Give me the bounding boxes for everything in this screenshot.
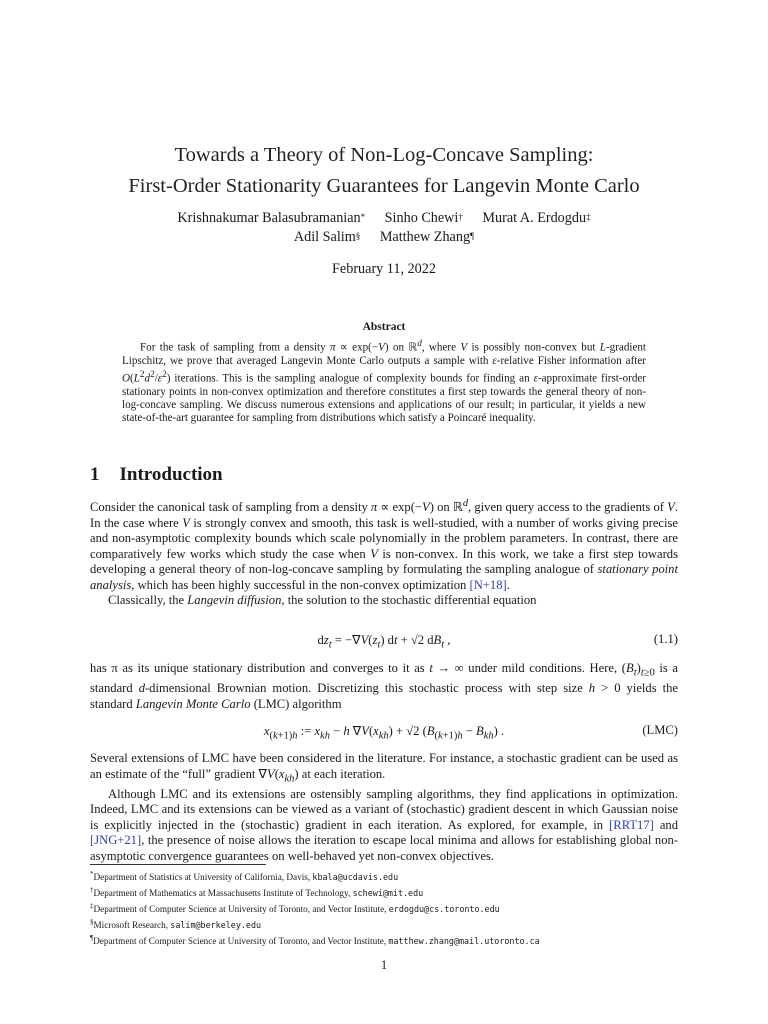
- author-3: Murat A. Erdogdu‡: [482, 210, 591, 226]
- footnote-2: †Department of Mathematics at Massachusetts Institute of Technology, schewi@mit.edu: [90, 885, 424, 899]
- footnote-4: §Microsoft Research, salim@berkeley.edu: [90, 917, 262, 930]
- footnote-3: ‡Department of Computer Science at University of Toronto, and Vector Institute, erdogdu@cs.toronto.edu: [90, 901, 500, 914]
- author-2: Sinho Chewi†: [384, 210, 463, 226]
- email-link[interactable]: salim@berkeley.edu: [170, 919, 262, 930]
- equation-number-lmc: (LMC): [642, 723, 678, 737]
- email-link[interactable]: schewi@mit.edu: [352, 888, 424, 899]
- email-link[interactable]: kbala@ucdavis.edu: [312, 872, 399, 883]
- publication-date: February 11, 2022: [332, 261, 436, 277]
- title-line-2: First-Order Stationarity Guarantees for Langevin Monte Carlo: [128, 175, 640, 197]
- page-number: 1: [380, 958, 388, 972]
- email-link[interactable]: erdogdu@cs.toronto.edu: [388, 904, 500, 914]
- citation-jng21[interactable]: [JNG+21]: [90, 833, 142, 848]
- intro-paragraph-3: Several extensions of LMC have been considered in the literature. For instance, a stochastic gradient can be used as an estimate of the “full” gradient $\nabla V(x_{kh})$ at each iteration. Although LMC and its extensions are ostensibly sampling algorithms, they find applications in optimization. Indeed, LMC and its extensions can be viewed as a variant of (stochastic) gradient descent in which Gaussian noise is explicitly injected in the (stochastic) gradient in each iteration. As explored, for example, in [RRT17] and [JNG+21], the presence of noise allows the iteration to escape local minima and allows for establishing global non-asymptotic convergence guarantees on well-behaved yet non-convex objectives.: [90, 751, 678, 863]
- footnote-separator: [90, 864, 266, 865]
- author-5: Matthew Zhang¶: [379, 229, 475, 245]
- author-4: Adil Salim§: [293, 229, 361, 245]
- footnote-1: *Department of Statistics at University of California, Davis, kbala@ucdavis.edu: [90, 870, 399, 883]
- citation-n18[interactable]: [N+18]: [469, 577, 507, 592]
- paper-title: [60, 140, 708, 202]
- author-1: Krishnakumar Balasubramanian*: [177, 210, 366, 226]
- section-heading-introduction: 1 Introduction: [90, 464, 223, 485]
- equation-number-1-1: (1.1): [653, 632, 678, 646]
- email-link[interactable]: matthew.zhang@mail.utoronto.ca: [388, 935, 540, 946]
- footnotes: [90, 868, 690, 948]
- footnote-5: ¶Department of Computer Science at University of Toronto, and Vector Institute, matthew.zhang@mail.utoronto.ca: [90, 933, 540, 946]
- abstract-text: For the task of sampling from a density π ∝ exp(−V) on ℝ$^d$, where V is possibly non-convex but L-gradient Lipschitz, we prove that averaged Langevin Monte Carlo outputs a sample with ε-relative Fisher information after $O(L^2d^2/\varepsilon^2)$ iterations. This is the sampling analogue of complexity bounds for finding an ε-approximate first-order stationary points in non-convex optimization and therefore constitutes a first step towards the general theory of non-log-concave sampling. We discuss numerous extensions and applications of our result; in particular, it yields a new state-of-the-art guarantee for sampling from distributions which satisfy a Poincaré inequality.: [122, 339, 646, 425]
- citation-rrt17[interactable]: [RRT17]: [609, 817, 654, 832]
- abstract-heading: Abstract: [362, 321, 406, 333]
- intro-paragraph-2: has π as its unique stationary distribution and converges to it as t → ∞ under mild conditions. Here, $(B_t)_{t\ge 0}$ is a standard d-dimensional Brownian motion. Discretizing this stochastic process with step size h > 0 yields the standard Langevin Monte Carlo (LMC) algorithm: [90, 661, 679, 711]
- author-list: [60, 209, 708, 247]
- intro-paragraph-1: Consider the canonical task of sampling from a density π ∝ exp(−V) on ℝ$^d$, given query access to the gradients of V. In the case where V is strongly convex and smooth, this task is well-studied, with a number of works giving precise and non-asymptotic complexity bounds which scale polynomially in the problem parameters. In contrast, there are comparatively few works which study the case when V is non-convex. In this work, we take a first step towards developing a general theory of non-log-concave sampling by formulating the sampling analogue of stationary point analysis, which has been highly successful in the non-convex optimization [N+18]. Classically, the Langevin diffusion, the solution to the stochastic differential equation: [90, 498, 678, 608]
- paper-page: Towards a Theory of Non-Log-Concave Sampling: First-Order Stationarity Guarantees for Langevin Monte Carlo Krishnakumar Balasubramanian* Sinho Chewi† Murat A. Erdogdu‡ Adil Salim§ Matthew Zhang¶ February 11, 2022 Abstract For the task of sampling from a density π ∝ exp(−V) on ℝ$^d$, where V is possibly non-convex but L-gradient Lipschitz, we prove that averaged Langevin Monte Carlo outputs a sample with ε-relative Fisher information after $O(L^2d^2/\varepsilon^2)$ iterations. This is the sampling analogue of complexity bounds for finding an ε-approximate first-order stationary points in non-convex optimization and therefore constitutes a first step towards the general theory of non-log-concave sampling. We discuss numerous extensions and applications of our result; in particular, it yields a new state-of-the-art guarantee for sampling from distributions which satisfy a Poincaré inequality. 1 Introduction Consider the canonical task of sampling from a density π ∝ exp(−V) on ℝ$^d$, given query access to the gradients of V. In the case where V is strongly convex and smooth, this task is well-studied, with a number of works giving precise and non-asymptotic complexity bounds which scale polynomially in the problem parameters. In contrast, there are comparatively few works which study the case when V is non-convex. In this work, we take a first step towards developing a general theory of non-log-concave sampling by formulating the sampling analogue of stationary point analysis, which has been highly successful in the non-convex optimization [N+18]. Classically, the Langevin diffusion, the solution to the stochastic differential equation $dz_t = -\nabla V(z_t)$ dt + √2 $dB_t$ , (1.1) has π as its unique stationary distribution and converges to it as t → ∞ under mild conditions. Here, $(B_t)_{t\ge 0}$ is a standard d-dimensional Brownian motion. Discretizing this stochastic process with step size h > 0 yields the standard Langevin Monte Carlo (LMC) algorithm $x_{(k+1)h}$ := $x_{kh} - h$ $\nabla V(x_{kh}) + √2$ $(B_{(k+1)h} - B_{kh})$ . (LMC) Several extensions of LMC have been considered in the literature. For instance, a stochastic gradient can be used as an estimate of the “full” gradient $\nabla V(x_{kh})$ at each iteration. Although LMC and its extensions are ostensibly sampling algorithms, they find applications in optimization. Indeed, LMC and its extensions can be viewed as a variant of (stochastic) gradient descent in which Gaussian noise is explicitly injected in the (stochastic) gradient in each iteration. As explored, for example, in [RRT17] and [JNG+21], the presence of noise allows the iteration to escape local minima and allows for establishing global non-asymptotic convergence guarantees on well-behaved yet non-convex objectives. *Department of Statistics at University of California, Davis, kbala@ucdavis.edu †Department of Mathematics at Massachusetts Institute of Technology, schewi@mit.edu ‡Department of Computer Science at University of Toronto, and Vector Institute, erdogdu@cs.toronto.edu §Microsoft Research, salim@berkeley.edu ¶Department of Computer Science at University of Toronto, and Vector Institute, matthew.zhang@mail.utoronto.ca 1: [0, 0, 768, 1024]
- title-line-1: Towards a Theory of Non-Log-Concave Sampling:: [174, 144, 594, 166]
